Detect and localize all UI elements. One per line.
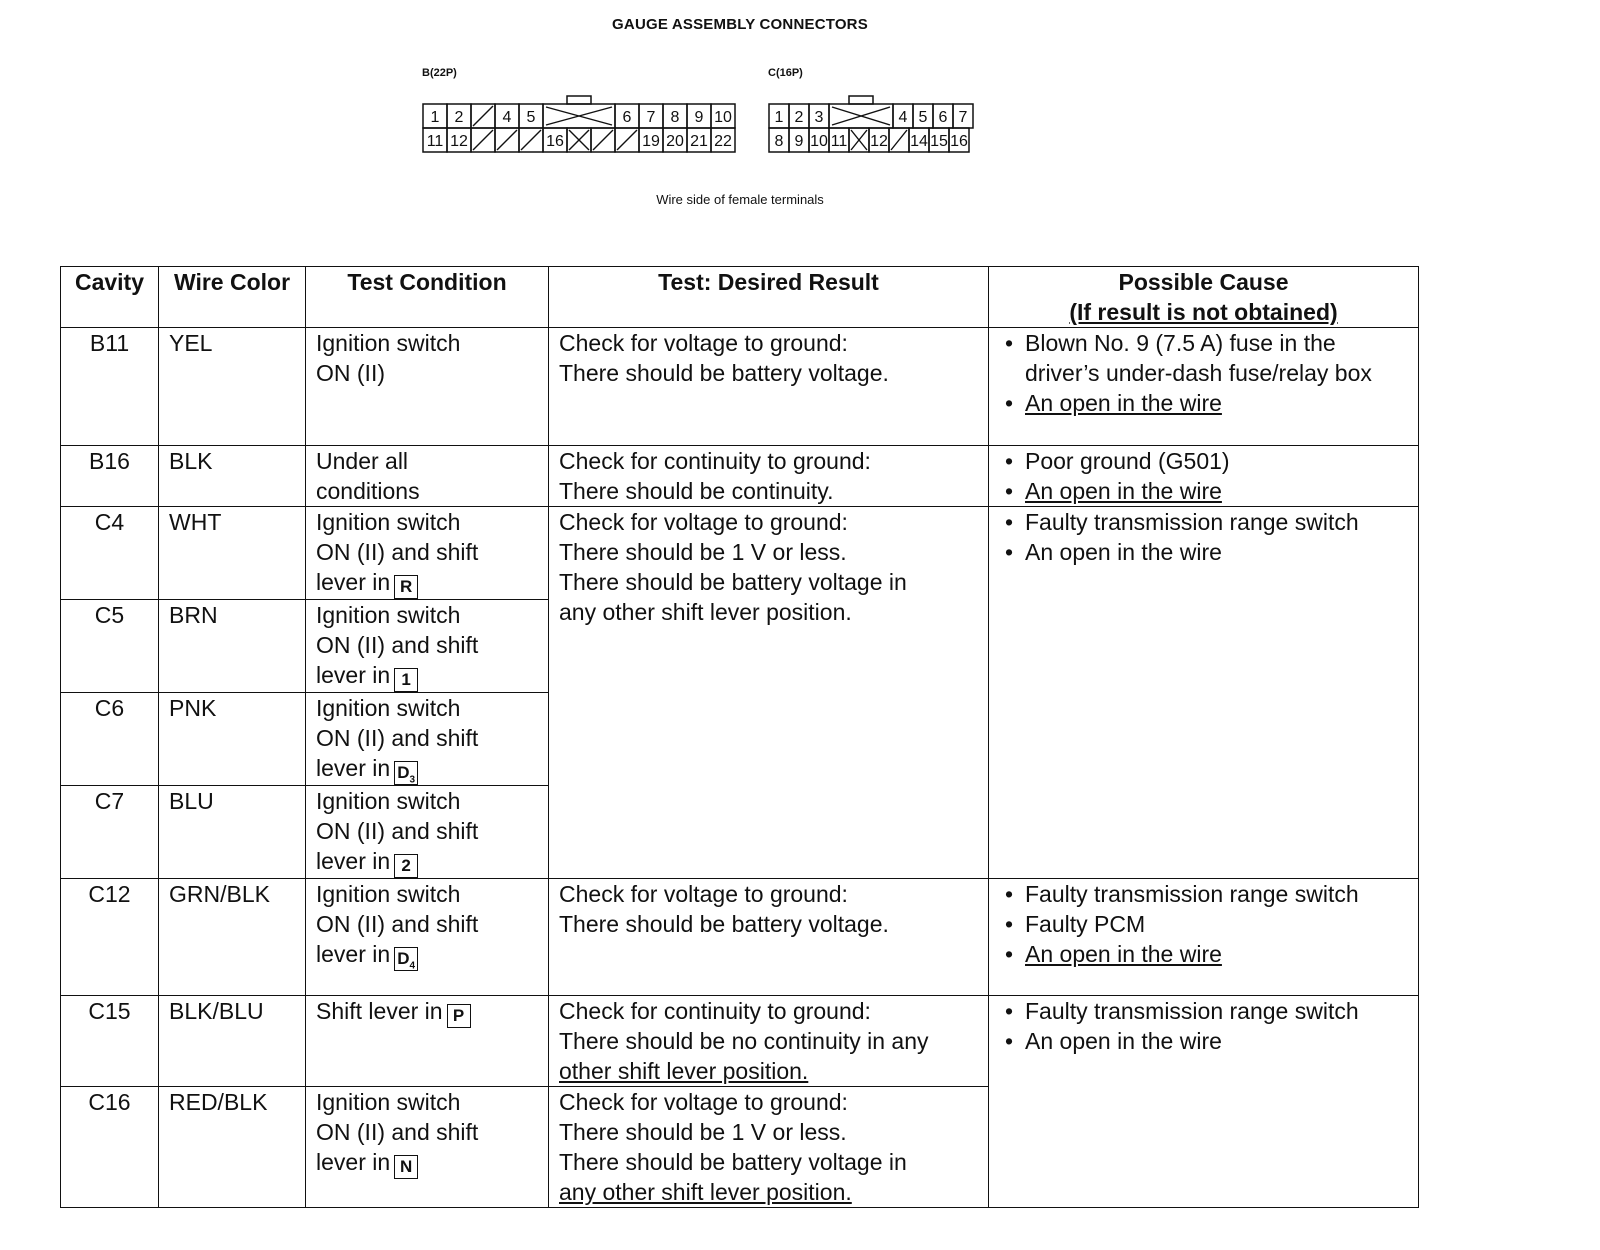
possible-cause-cell xyxy=(989,507,1419,879)
terminal-number: 11 xyxy=(426,133,444,150)
cavity-cell: C15 xyxy=(61,996,159,1087)
terminal-number: 7 xyxy=(958,109,968,126)
test-condition-line xyxy=(316,879,538,909)
table-row xyxy=(61,328,1419,446)
terminal-number: 1 xyxy=(430,109,440,126)
shift-position-indicator xyxy=(394,761,418,785)
connector-diagram-c xyxy=(768,80,1014,150)
cavity-cell: B16 xyxy=(61,446,159,507)
possible-cause-list xyxy=(999,879,1408,969)
shift-position-letter: N xyxy=(400,1157,413,1176)
test-condition-text: Ignition switch xyxy=(316,788,461,814)
test-condition-text: Ignition switch xyxy=(316,695,461,721)
shift-position-subscript: 4 xyxy=(409,960,416,972)
test-condition-cell xyxy=(306,1087,549,1208)
desired-result-line: Check for voltage to ground: xyxy=(559,509,848,535)
terminal-number: 9 xyxy=(794,133,804,150)
desired-result-line: There should be 1 V or less. xyxy=(559,1119,847,1145)
cavity-cell: C12 xyxy=(61,879,159,996)
shift-position-indicator xyxy=(394,668,418,692)
terminal-number: 12 xyxy=(870,133,888,150)
desired-result-cell xyxy=(549,1087,989,1208)
header-possible-cause xyxy=(989,267,1419,328)
terminal-number: 21 xyxy=(690,133,708,150)
locking-tab xyxy=(849,96,873,104)
empty-terminal-mark xyxy=(891,130,907,150)
terminal-number: 15 xyxy=(930,133,948,150)
cavity-cell: B11 xyxy=(61,328,159,446)
terminal-number: 10 xyxy=(810,133,828,150)
wire-color-cell: PNK xyxy=(159,693,306,786)
connector-c16p xyxy=(768,66,1014,150)
test-condition-text: lever in xyxy=(316,569,391,595)
terminal-number: 4 xyxy=(898,109,908,126)
test-condition-cell xyxy=(306,507,549,600)
empty-terminal-mark xyxy=(473,130,493,150)
desired-result-cell xyxy=(549,879,989,996)
desired-result-cell xyxy=(549,446,989,507)
terminal-number: 5 xyxy=(526,109,536,126)
desired-result-line: Check for continuity to ground: xyxy=(559,448,871,474)
shift-position-indicator xyxy=(394,947,418,971)
terminal-number: 2 xyxy=(454,109,464,126)
terminal-number: 6 xyxy=(938,109,948,126)
terminal-number: 14 xyxy=(910,133,928,150)
connector-diagram-b xyxy=(422,80,738,150)
shift-position-letter: D xyxy=(397,763,410,782)
test-condition-line xyxy=(316,358,538,388)
shift-position-letter: R xyxy=(400,577,413,596)
terminal-number: 12 xyxy=(450,133,468,150)
shift-position-indicator xyxy=(394,854,418,878)
terminal-number: 9 xyxy=(694,109,704,126)
header-wire-color: Wire Color xyxy=(159,267,306,328)
test-condition-line xyxy=(316,996,538,1028)
terminal-number: 8 xyxy=(670,109,680,126)
cavity-cell: C16 xyxy=(61,1087,159,1208)
shift-position-letter: P xyxy=(452,1006,465,1025)
test-condition-line xyxy=(316,939,538,971)
table-row xyxy=(61,996,1419,1087)
desired-result-line: There should be 1 V or less. xyxy=(559,539,847,565)
shift-position-indicator xyxy=(394,1155,418,1179)
possible-cause-item: • An open in the wire xyxy=(999,388,1408,418)
terminal-number: 4 xyxy=(502,109,512,126)
test-condition-text: ON (II) and shift xyxy=(316,818,479,844)
test-condition-line xyxy=(316,1087,538,1117)
possible-cause-cell xyxy=(989,446,1419,507)
test-condition-text: lever in xyxy=(316,848,391,874)
wire-color-cell: BLK xyxy=(159,446,306,507)
terminal-number: 20 xyxy=(666,133,684,150)
wire-color-cell: RED/BLK xyxy=(159,1087,306,1208)
terminal-number: 11 xyxy=(830,133,848,150)
possible-cause-list xyxy=(999,996,1408,1056)
cavity-cell: C5 xyxy=(61,600,159,693)
header-desired-result: Test: Desired Result xyxy=(549,267,989,328)
empty-terminal-mark xyxy=(593,130,613,150)
test-condition-cell xyxy=(306,879,549,996)
test-condition-text: conditions xyxy=(316,478,420,504)
test-condition-text: Ignition switch xyxy=(316,881,461,907)
test-condition-cell xyxy=(306,786,549,879)
cavity-cell: C6 xyxy=(61,693,159,786)
desired-result-line: Check for voltage to ground: xyxy=(559,1089,848,1115)
test-condition-line xyxy=(316,909,538,939)
terminal-number: 19 xyxy=(642,133,660,150)
test-condition-line xyxy=(316,1147,538,1179)
shift-position-indicator xyxy=(394,575,418,599)
test-condition-text: lever in xyxy=(316,755,391,781)
test-condition-line xyxy=(316,1117,538,1147)
test-condition-text: Ignition switch xyxy=(316,330,461,356)
wire-color-cell: WHT xyxy=(159,507,306,600)
desired-result-line: any other shift lever position. xyxy=(559,1179,852,1205)
test-condition-text: Under all xyxy=(316,448,409,474)
test-condition-line xyxy=(316,846,538,878)
test-condition-line xyxy=(316,753,538,785)
table-row xyxy=(61,507,1419,600)
header-test-condition: Test Condition xyxy=(306,267,549,328)
test-condition-line xyxy=(316,476,538,506)
shift-position-indicator xyxy=(447,1004,471,1028)
test-condition-cell xyxy=(306,600,549,693)
terminal-number: 6 xyxy=(622,109,632,126)
test-condition-text: Ignition switch xyxy=(316,1089,461,1115)
possible-cause-item: • An open in the wire xyxy=(999,476,1408,506)
wire-color-cell: BLK/BLU xyxy=(159,996,306,1087)
header-possible-cause-line2: (If result is not obtained) xyxy=(1069,299,1338,325)
test-condition-text: Ignition switch xyxy=(316,509,461,535)
cavity-cell: C7 xyxy=(61,786,159,879)
test-table xyxy=(60,266,1419,1208)
test-condition-cell xyxy=(306,446,549,507)
desired-result-cell xyxy=(549,996,989,1087)
terminal-number: 3 xyxy=(814,109,824,126)
table-row xyxy=(61,879,1419,996)
test-condition-line xyxy=(316,600,538,630)
page-title: GAUGE ASSEMBLY CONNECTORS xyxy=(612,16,868,33)
desired-result-line: Check for continuity to ground: xyxy=(559,998,871,1024)
desired-result-line: There should be continuity. xyxy=(559,478,834,504)
desired-result-line: Check for voltage to ground: xyxy=(559,881,848,907)
shift-position-subscript: 3 xyxy=(409,774,416,786)
terminal-number: 10 xyxy=(714,109,732,126)
test-condition-line xyxy=(316,693,538,723)
test-condition-line xyxy=(316,786,538,816)
desired-result-line: There should be battery voltage. xyxy=(559,360,889,386)
test-condition-text: ON (II) and shift xyxy=(316,1119,479,1145)
test-condition-cell xyxy=(306,996,549,1087)
test-condition-cell xyxy=(306,693,549,786)
desired-result-cell xyxy=(549,507,989,879)
connector-b22p xyxy=(422,66,738,150)
possible-cause-cell xyxy=(989,996,1419,1208)
test-condition-text: ON (II) and shift xyxy=(316,539,479,565)
desired-result-line: Check for voltage to ground: xyxy=(559,330,848,356)
table-header-row xyxy=(61,267,1419,328)
wire-color-cell: BRN xyxy=(159,600,306,693)
wire-color-cell: YEL xyxy=(159,328,306,446)
possible-cause-item: • Faulty transmission range switch xyxy=(999,507,1408,537)
connector-label: C(16P) xyxy=(768,67,803,79)
test-condition-cell xyxy=(306,328,549,446)
possible-cause-list xyxy=(999,507,1408,567)
possible-cause-list xyxy=(999,328,1408,418)
test-condition-line xyxy=(316,328,538,358)
wire-color-cell: BLU xyxy=(159,786,306,879)
test-condition-text: ON (II) and shift xyxy=(316,632,479,658)
table-row xyxy=(61,446,1419,507)
possible-cause-item: • An open in the wire xyxy=(999,1026,1408,1056)
possible-cause-item: • Poor ground (G501) xyxy=(999,446,1408,476)
cavity-cell: C4 xyxy=(61,507,159,600)
connector-label: B(22P) xyxy=(422,67,457,79)
test-condition-text: Shift lever in xyxy=(316,998,443,1024)
desired-result-line: other shift lever position. xyxy=(559,1058,809,1084)
locking-tab xyxy=(567,96,591,104)
shift-position-letter: D xyxy=(397,949,410,968)
test-condition-text: lever in xyxy=(316,662,391,688)
terminal-number: 8 xyxy=(774,133,784,150)
shift-position-letter: 2 xyxy=(401,856,411,875)
test-condition-text: lever in xyxy=(316,941,391,967)
possible-cause-item: • Faulty transmission range switch xyxy=(999,879,1408,909)
empty-terminal-mark xyxy=(497,130,517,150)
header-possible-cause-line1: Possible Cause xyxy=(1118,269,1289,295)
terminal-number: 5 xyxy=(918,109,928,126)
desired-result-cell xyxy=(549,328,989,446)
possible-cause-cell xyxy=(989,879,1419,996)
test-condition-line xyxy=(316,537,538,567)
desired-result-line: any other shift lever position. xyxy=(559,599,852,625)
test-condition-text: ON (II) xyxy=(316,360,385,386)
test-condition-line xyxy=(316,507,538,537)
possible-cause-list xyxy=(999,446,1408,506)
empty-terminal-mark xyxy=(617,130,637,150)
wire-color-cell: GRN/BLK xyxy=(159,879,306,996)
possible-cause-item: • An open in the wire xyxy=(999,939,1408,969)
empty-terminal-mark xyxy=(521,130,541,150)
desired-result-line: There should be battery voltage in xyxy=(559,569,907,595)
test-condition-line xyxy=(316,630,538,660)
test-condition-line xyxy=(316,660,538,692)
terminal-number: 22 xyxy=(714,133,732,150)
terminal-number: 16 xyxy=(546,133,564,150)
possible-cause-item: • Faulty transmission range switch xyxy=(999,996,1408,1026)
terminal-number: 1 xyxy=(774,109,784,126)
desired-result-line: There should be battery voltage. xyxy=(559,911,889,937)
desired-result-line: There should be no continuity in any xyxy=(559,1028,929,1054)
terminal-number: 7 xyxy=(646,109,656,126)
possible-cause-item: • Faulty PCM xyxy=(999,909,1408,939)
test-condition-line xyxy=(316,446,538,476)
possible-cause-cell xyxy=(989,328,1419,446)
possible-cause-item: • Blown No. 9 (7.5 A) fuse in the driver’s under-dash fuse/relay box xyxy=(999,328,1408,388)
empty-terminal-mark xyxy=(473,106,493,126)
test-condition-text: ON (II) and shift xyxy=(316,725,479,751)
test-condition-text: ON (II) and shift xyxy=(316,911,479,937)
header-cavity: Cavity xyxy=(61,267,159,328)
desired-result-line: There should be battery voltage in xyxy=(559,1149,907,1175)
test-condition-line xyxy=(316,567,538,599)
connector-caption: Wire side of female terminals xyxy=(656,192,824,207)
test-condition-line xyxy=(316,723,538,753)
terminal-number: 2 xyxy=(794,109,804,126)
test-condition-line xyxy=(316,816,538,846)
terminal-number: 16 xyxy=(950,133,968,150)
shift-position-letter: 1 xyxy=(401,670,411,689)
test-condition-text: Ignition switch xyxy=(316,602,461,628)
test-condition-text: lever in xyxy=(316,1149,391,1175)
possible-cause-item: • An open in the wire xyxy=(999,537,1408,567)
